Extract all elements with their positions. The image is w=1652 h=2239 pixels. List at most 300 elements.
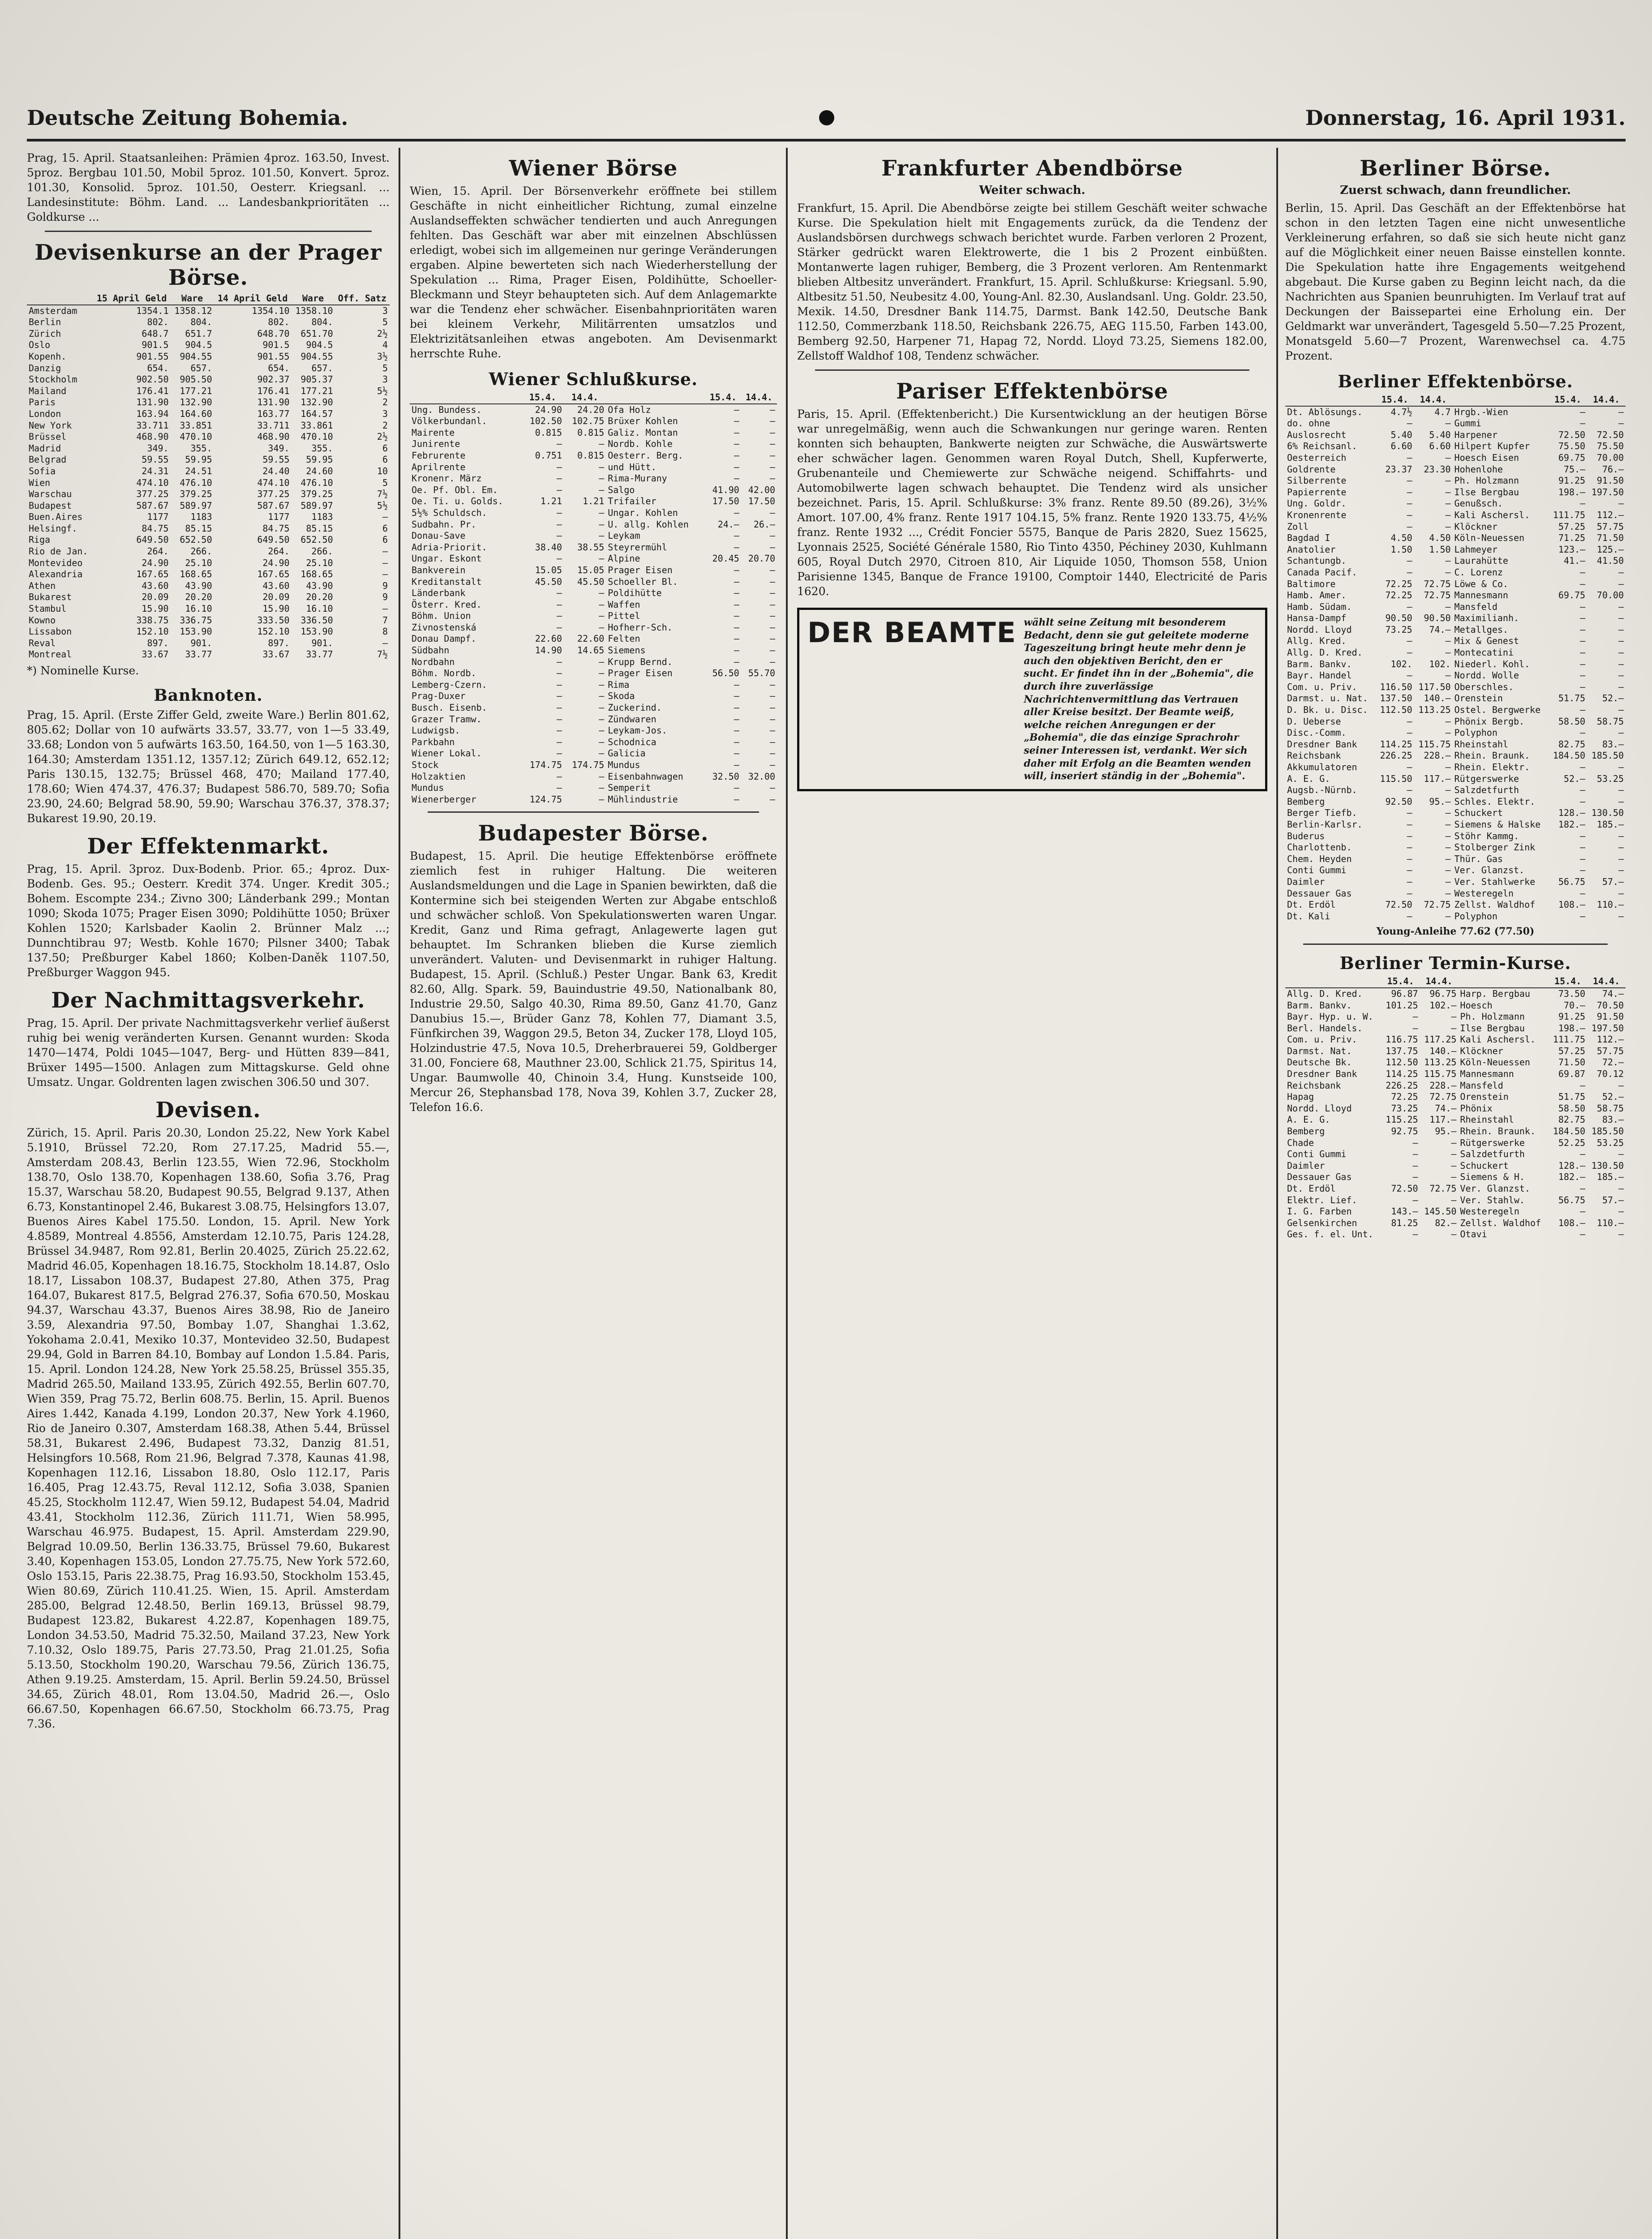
table-cell: — — [382, 557, 388, 568]
table-cell: Darmst. u. Nat. — [1287, 693, 1368, 704]
table-cell: 174.75 — [572, 759, 605, 770]
table-cell: — — [734, 564, 739, 575]
table-cell: 91.25 — [1558, 475, 1586, 486]
table-cell: 90.50 — [1385, 613, 1412, 624]
table-cell: 72.25 — [1391, 1091, 1418, 1102]
table-cell: — — [1407, 819, 1412, 830]
table-row — [1285, 762, 1626, 773]
table-cell: 115.50 — [1380, 773, 1412, 784]
table-cell: 72.50 — [1558, 429, 1586, 440]
table-cell: Reichsbank — [1287, 1080, 1341, 1091]
table-cell: 4.50 — [1390, 532, 1412, 544]
table-cell: Mansfeld — [1460, 1080, 1503, 1091]
table-cell: — — [1580, 406, 1586, 417]
table-cell: 14.90 — [535, 645, 562, 656]
table-row — [1285, 819, 1626, 831]
table-cell: 115.75 — [1418, 738, 1451, 750]
table-header-cell: 14.4. — [1587, 394, 1626, 406]
table-row — [1285, 498, 1626, 510]
table-cell: Hoesch — [1460, 999, 1493, 1011]
table-cell: 338.75 — [136, 614, 169, 626]
table-cell: 654. — [268, 362, 290, 373]
table-row — [1285, 727, 1626, 739]
table-cell: Köln-Neuessen — [1460, 1057, 1530, 1068]
table-header-cell: 15 April Geld — [93, 293, 171, 305]
table-cell: 57.75 — [1596, 521, 1624, 532]
table-cell: — — [599, 461, 605, 472]
table-cell: Stöhr Kammg. — [1454, 830, 1519, 841]
table-header-cell: 14.4. — [1420, 976, 1459, 988]
table-cell: — — [1618, 865, 1624, 876]
table-header-cell: Off. Satz — [335, 293, 390, 305]
table-cell: 90.50 — [1424, 613, 1451, 624]
table-cell: 902.50 — [136, 374, 169, 385]
table-cell: Kronenrente — [1287, 509, 1347, 520]
table-cell: — — [1618, 842, 1624, 853]
table-row — [1285, 1195, 1626, 1206]
table-cell: 83.— — [1602, 1114, 1624, 1125]
table-cell: 470.10 — [180, 431, 212, 442]
table-cell: — — [599, 713, 605, 725]
table-cell: 24.90 — [142, 557, 169, 568]
table-cell: Mairente — [412, 427, 455, 438]
table-cell: 43.90 — [185, 580, 212, 591]
table-cell: 228.— — [1429, 1080, 1457, 1091]
table-cell: — — [1445, 635, 1451, 647]
table-cell: 649.50 — [136, 534, 169, 545]
table-cell: — — [1618, 658, 1624, 669]
section-rule — [1303, 944, 1608, 945]
table-cell: 75.50 — [1596, 441, 1624, 452]
table-cell: Ungar. Eskont — [412, 553, 482, 564]
table-cell: Felten — [608, 633, 640, 644]
table-cell: 73.25 — [1385, 624, 1412, 635]
table-cell: Reval — [29, 637, 56, 648]
table-cell: — — [1580, 1206, 1586, 1217]
table-cell: Niederl. Kohl. — [1454, 658, 1530, 669]
table-cell: 470.10 — [300, 431, 333, 442]
newspaper-name: Deutsche Zeitung Bohemia. — [27, 105, 348, 130]
table-cell: 52.— — [1602, 693, 1624, 704]
table-cell: Rima — [608, 679, 630, 690]
table-cell: — — [734, 633, 739, 644]
budapester-boerse-paragraph: Budapest, 15. April. Die heutige Effektenbörse eröffnete ziemlich fest in ruhiger Haltung. Die weiteren Auslandsmeldungen und die Lage in Spanien bewirkten, daß die Kontermine sich bei steigenden Werten zur Abgabe entschloß und schwächer schloß. Von Spekulationswerten waren Ungar. Kredit, Ganz und Rima gefragt, Anlagewerte lagen gut behauptet. Im Schranken blieben die Kurse ziemlich unverändert. Valuten- und Devisenmarkt in ruhiger Haltung. Budapest, 15. April. (Schluß.) Pester Ungar. Bank 63, Kredit 82.60, Allg. Spark. 59, Bauindustrie 49.50, Nationalbank 80, Industrie 29.50, Salgo 40.30, Rima 89.50, Ganz 41.70, Ganz Danubius 15.—, Brüder Ganz 78, Kohlen 77, Diamant 3.5, Fünfkirchen 39, Waggon 29.5, Beton 34, Zucker 178, Lloyd 105, Holzindustrie 47.5, Nova 10.5, Dreherbrauerei 59, Goldberger 31.00, Fonciere 68, Mauthner 23.00, Schlick 21.75, Spiritus 14, Ungar. Baumwolle 40, Chinoin 3.4, Hung. Kunstseide 100, Mercur 26, Stephansbad 178, Nova 39, Kohlen 3.7, Zucker 28, Telefon 16.6. — [410, 849, 777, 1114]
table-cell: D. Bk. u. Disc. — [1287, 704, 1368, 716]
table-cell: — — [769, 473, 775, 484]
table-cell: — — [769, 404, 775, 415]
table-cell: Hrgb.-Wien — [1454, 406, 1508, 417]
table-cell: Berlin-Karlsr. — [1287, 819, 1363, 830]
table-cell: Schuckert — [1460, 1160, 1509, 1171]
table-cell: Mailand — [29, 385, 67, 396]
table-cell: — — [1445, 876, 1451, 887]
table-row — [410, 748, 777, 759]
table-cell: Ilse Bergbau — [1460, 1022, 1525, 1034]
table-cell: 6 — [382, 454, 388, 465]
table-cell: Gelsenkirchen — [1287, 1217, 1357, 1228]
table-cell: — — [1445, 762, 1451, 772]
table-cell: Maximilianh. — [1454, 613, 1519, 624]
table-row — [1285, 452, 1626, 464]
table-cell: 0.815 — [535, 427, 562, 438]
table-cell: Orenstein — [1454, 693, 1503, 704]
devisen-footnote: *) Nominelle Kurse. — [27, 664, 139, 677]
table-cell: 4.50 — [1429, 532, 1451, 544]
table-cell: — — [599, 484, 605, 495]
table-cell: Mühlindustrie — [608, 794, 678, 805]
table-cell: — — [769, 679, 775, 690]
table-cell: — — [734, 610, 739, 622]
table-cell: Zuckerind. — [608, 702, 662, 713]
table-cell: Goldrente — [1287, 463, 1336, 475]
table-cell: — — [1407, 521, 1412, 532]
table-row — [1285, 647, 1626, 659]
table-cell: — — [556, 702, 562, 713]
table-row — [1285, 899, 1626, 911]
table-cell: — — [556, 736, 562, 747]
table-cell: 24.20 — [577, 404, 605, 415]
table-cell: 52.— — [1602, 1091, 1624, 1102]
table-cell: — — [1445, 716, 1451, 727]
table-cell: Stock — [412, 759, 439, 770]
table-cell: — — [1580, 785, 1586, 796]
table-cell: — — [1445, 785, 1451, 796]
table-row — [410, 771, 777, 783]
table-row — [1285, 796, 1626, 808]
table-cell: 24.— — [717, 519, 739, 530]
table-row — [1285, 659, 1626, 670]
table-cell: — — [1412, 1194, 1418, 1205]
table-cell: 1177 — [268, 511, 290, 523]
table-row — [410, 530, 777, 542]
table-cell: Zellst. Waldhof — [1454, 899, 1536, 910]
table-cell: — — [1618, 1229, 1624, 1240]
column-1 — [27, 148, 390, 2239]
table-cell: 117.25 — [1424, 1034, 1457, 1045]
table-row — [27, 626, 390, 638]
table-cell: 468.90 — [136, 431, 169, 442]
table-cell: Dt. Kali — [1287, 910, 1330, 922]
table-row — [27, 420, 390, 432]
table-cell: 648.70 — [257, 328, 290, 339]
table-cell: 57.75 — [1596, 1045, 1624, 1056]
table-cell: — — [556, 507, 562, 518]
banknoten-title: Banknoten. — [154, 686, 263, 705]
table-cell: 904.5 — [306, 339, 333, 351]
table-cell: Klöckner — [1454, 521, 1498, 532]
table-cell: — — [1618, 624, 1624, 635]
table-row — [1285, 1000, 1626, 1012]
table-cell: — — [1451, 1149, 1457, 1160]
table-cell: Salzdetfurth — [1454, 785, 1519, 796]
table-cell: Dresdner Bank — [1287, 738, 1357, 750]
frankfurter-paragraph: Frankfurt, 15. April. Die Abendbörse zeigte bei stillem Geschäft weiter schwache Kurse. Die Spekulation hielt mit Engagements zurück, da die Tendenz der Auslandsbörsen durchwegs schwach berichtet wurde. Farben verloren 2 Prozent, Stärker gedrückt waren Elektrowerte, die 1 bis 2 Prozent einbüßten. Montanwerte lagen ruhiger, Bemberg, die 3 Prozent verloren. Am Rentenmarkt blieben Altbesitz unverändert. Frankfurt, 15. April. Schlußkurse: Kriegsanl. 5.90, Altbesitz 51.50, Neubesitz 4.00, Young-Anl. 82.30, Auslandsanl. Ung. Goldr. 23.50, Mexik. 14.50, Dresdner Bank 114.75, Darmst. Bank 142.50, Deutsche Bank 112.50, Commerzbank 118.50, Reichsbank 226.75, AEG 115.50, Farben 143.00, Bemberg 92.50, Harpener 71, Hapag 72, Nordd. Lloyd 73.25, Siemens 182.00, Zellstoff Waldhof 108, Tendenz schwächer. — [797, 202, 1267, 362]
table-cell: — — [1407, 566, 1412, 578]
table-row — [27, 351, 390, 363]
table-cell: — — [1445, 853, 1451, 864]
table-cell: Kopenh. — [29, 351, 67, 362]
table-cell: — — [1445, 910, 1451, 922]
table-row — [1285, 579, 1626, 590]
table-cell: 16.10 — [306, 603, 333, 614]
table-cell: 137.75 — [1386, 1045, 1418, 1056]
table-cell: — — [1580, 647, 1586, 658]
table-cell: — — [1407, 910, 1412, 922]
table-cell: 184.50 — [1553, 1126, 1586, 1137]
table-cell: Stockholm — [29, 374, 77, 385]
table-cell: Mannesmann — [1454, 590, 1508, 601]
table-cell: Adria-Priorit. — [412, 541, 487, 553]
table-cell: 71.25 — [1558, 532, 1586, 544]
table-cell: Busch. Eisenb. — [412, 702, 487, 713]
table-cell: Hapag — [1287, 1091, 1314, 1102]
table-header-cell: 15.4. — [1376, 394, 1414, 406]
table-cell: Disc.-Comm. — [1287, 727, 1347, 738]
table-cell: 116.50 — [1380, 681, 1412, 692]
table-cell: — — [599, 679, 605, 690]
table-cell: 33.77 — [306, 649, 333, 660]
frankfurter-abendboerse-title: Frankfurter Abendbörse — [881, 156, 1183, 181]
table-row — [410, 473, 777, 485]
table-cell: Ver. Stahlwerke — [1454, 876, 1536, 887]
table-cell: — — [769, 507, 775, 518]
table-cell: — — [1618, 566, 1624, 578]
table-row — [1285, 1206, 1626, 1218]
table-cell: Schuckert — [1454, 807, 1503, 819]
table-cell: 657. — [190, 362, 212, 373]
table-cell: — — [769, 416, 775, 427]
table-cell: Bemberg — [1287, 796, 1325, 807]
table-row — [1285, 418, 1626, 429]
table-cell: Westeregeln — [1454, 888, 1514, 899]
table-cell: — — [556, 553, 562, 564]
table-cell: 336.50 — [300, 614, 333, 626]
table-row — [1285, 1114, 1626, 1126]
table-row — [1285, 464, 1626, 476]
table-cell: — — [1445, 486, 1451, 498]
table-row — [27, 431, 390, 443]
table-cell: — — [1618, 727, 1624, 738]
table-row — [410, 576, 777, 588]
table-row — [1285, 854, 1626, 865]
budapester-boerse-title: Budapester Börse. — [478, 821, 709, 846]
berliner-termin-table — [1285, 976, 1626, 1240]
table-cell: 71.50 — [1596, 532, 1624, 544]
table-cell: Polyphon — [1454, 910, 1498, 922]
table-cell: — — [382, 637, 388, 648]
table-cell: — — [1407, 876, 1412, 887]
table-cell: 41.90 — [712, 484, 739, 495]
table-cell: 130.50 — [1591, 1160, 1624, 1171]
table-row — [1285, 1218, 1626, 1229]
table-cell: — — [1580, 1149, 1586, 1160]
table-cell: Warschau — [29, 489, 72, 500]
table-cell: Hamb. Amer. — [1287, 590, 1347, 601]
table-cell: A. E. G. — [1287, 1114, 1330, 1125]
table-cell: — — [556, 599, 562, 610]
table-row — [410, 668, 777, 679]
table-cell: Orenstein — [1460, 1091, 1509, 1102]
table-row — [27, 569, 390, 580]
table-cell: 45.50 — [535, 576, 562, 587]
table-cell: — — [1407, 670, 1412, 681]
table-cell: 92.75 — [1391, 1126, 1418, 1137]
table-cell: Mix & Genest — [1454, 635, 1519, 647]
table-header-cell: Ware — [292, 293, 335, 305]
table-cell: — — [1618, 785, 1624, 796]
table-cell: 112.50 — [1386, 1057, 1418, 1068]
table-cell: und Hütt. — [608, 461, 657, 472]
table-cell: Papierrente — [1287, 486, 1347, 498]
effektenmarkt-title: Der Effektenmarkt. — [87, 834, 330, 859]
table-cell: 70.50 — [1596, 999, 1624, 1011]
table-cell: Böhm. Nordb. — [412, 668, 476, 679]
table-row — [410, 542, 777, 553]
table-cell: Canada Pacif. — [1287, 566, 1357, 578]
table-cell: 3 — [382, 408, 388, 419]
table-cell: Bukarest — [29, 592, 72, 603]
table-cell: Donau Dampf. — [412, 633, 476, 644]
table-cell: Belgrad — [29, 454, 67, 465]
table-cell: 1183 — [311, 511, 333, 523]
table-cell: 901. — [190, 637, 212, 648]
table-cell: — — [599, 782, 605, 794]
table-cell: 4.7 — [1434, 406, 1451, 417]
table-cell: 58.50 — [1558, 1102, 1586, 1114]
table-cell: — — [1407, 842, 1412, 853]
table-cell: 58.75 — [1596, 716, 1624, 727]
table-cell: 336.75 — [180, 614, 212, 626]
table-row — [1285, 704, 1626, 716]
table-cell: 70.00 — [1596, 590, 1624, 601]
table-row — [1285, 1068, 1626, 1080]
issue-date: Donnerstag, 16. April 1931. — [1305, 105, 1626, 130]
table-row — [1285, 567, 1626, 579]
table-cell: Aprilrente — [412, 461, 466, 472]
table-cell: Salzdetfurth — [1460, 1149, 1525, 1160]
table-cell: Bagdad I — [1287, 532, 1330, 544]
table-row — [1285, 1126, 1626, 1137]
table-cell: Berger Tiefb. — [1287, 807, 1357, 819]
table-cell: Nordd. Wolle — [1454, 670, 1519, 681]
table-cell: 1354.1 — [136, 305, 169, 316]
table-row — [410, 759, 777, 771]
table-cell: 17.50 — [712, 496, 739, 507]
table-cell: Athen — [29, 580, 56, 591]
table-cell: Gummi — [1454, 418, 1481, 429]
table-cell: 20.20 — [185, 592, 212, 603]
table-cell: — — [734, 416, 739, 427]
table-cell: 152.10 — [257, 626, 290, 637]
table-cell: — — [1445, 888, 1451, 899]
table-cell: 42.00 — [748, 484, 775, 495]
table-cell: — — [599, 736, 605, 747]
table-row — [27, 386, 390, 397]
table-row — [27, 523, 390, 535]
table-cell: — — [734, 691, 739, 702]
table-cell: — — [769, 736, 775, 747]
table-row — [27, 305, 390, 317]
table-cell: Alexandria — [29, 569, 83, 580]
table-row — [1285, 693, 1626, 704]
table-cell: Deutsche Bk. — [1287, 1057, 1352, 1068]
table-header-cell — [27, 293, 93, 305]
table-cell: — — [734, 748, 739, 759]
table-cell: 24.60 — [306, 465, 333, 476]
table-cell: — — [1451, 1160, 1457, 1171]
table-cell: Ph. Holzmann — [1454, 475, 1519, 486]
table-cell: 69.75 — [1558, 590, 1586, 601]
table-cell: 43.60 — [262, 580, 290, 591]
table-cell: 70.00 — [1596, 452, 1624, 463]
table-cell: — — [599, 599, 605, 610]
table-cell: 587.67 — [257, 500, 290, 511]
table-row — [410, 645, 777, 656]
table-cell: 7½ — [377, 489, 388, 500]
table-cell: 589.97 — [180, 500, 212, 511]
table-row — [1285, 831, 1626, 842]
table-cell: Dt. Erdöl — [1287, 1183, 1336, 1194]
table-cell: Köln-Neuessen — [1454, 532, 1525, 544]
table-cell: 897. — [147, 637, 169, 648]
column-3 — [797, 148, 1267, 2239]
table-header-cell — [1453, 394, 1549, 406]
table-cell: Ph. Holzmann — [1460, 1011, 1525, 1022]
table-cell: 476.10 — [180, 477, 212, 488]
table-row — [1285, 716, 1626, 728]
table-cell: — — [1580, 613, 1586, 624]
table-cell: 1.50 — [1390, 544, 1412, 555]
table-cell: Kowno — [29, 614, 56, 626]
table-cell: Augsb.-Nürnb. — [1287, 785, 1357, 796]
table-cell: Zivnostenská — [412, 622, 476, 633]
table-cell: — — [769, 782, 775, 794]
table-cell: — — [599, 725, 605, 736]
berliner-subtitle: Zuerst schwach, dann freundlicher. — [1340, 184, 1571, 197]
table-cell: 82.75 — [1558, 1114, 1586, 1125]
table-cell: — — [1580, 910, 1586, 922]
table-cell: — — [599, 771, 605, 782]
table-cell: 652.50 — [180, 534, 212, 545]
table-cell: — — [1407, 452, 1412, 463]
table-row — [27, 558, 390, 569]
column-divider — [1276, 148, 1278, 2239]
table-cell: Oberschles. — [1454, 681, 1514, 692]
table-cell: 168.65 — [180, 569, 212, 580]
table-row — [27, 443, 390, 455]
table-cell: 2½ — [377, 431, 388, 442]
table-cell: Hoesch Eisen — [1454, 452, 1519, 463]
table-cell: 379.25 — [300, 489, 333, 500]
table-cell: — — [1580, 1183, 1586, 1194]
table-row — [410, 633, 777, 645]
table-cell: 131.90 — [136, 397, 169, 408]
table-cell: 33.67 — [262, 649, 290, 660]
table-cell: — — [734, 759, 739, 770]
table-cell: — — [1451, 1137, 1457, 1148]
table-row — [1285, 1183, 1626, 1195]
table-cell: 264. — [268, 546, 290, 557]
table-cell: Parkbahn — [412, 736, 455, 747]
table-cell: 2½ — [377, 328, 388, 339]
table-cell: 8 — [382, 626, 388, 637]
table-header-cell: 15.4. — [1382, 976, 1420, 988]
table-row — [410, 496, 777, 507]
table-cell: — — [734, 702, 739, 713]
berliner-effekten-title: Berliner Effektenbörse. — [1338, 371, 1573, 391]
table-cell: 22.60 — [535, 633, 562, 644]
table-cell: Siemens — [608, 645, 646, 656]
